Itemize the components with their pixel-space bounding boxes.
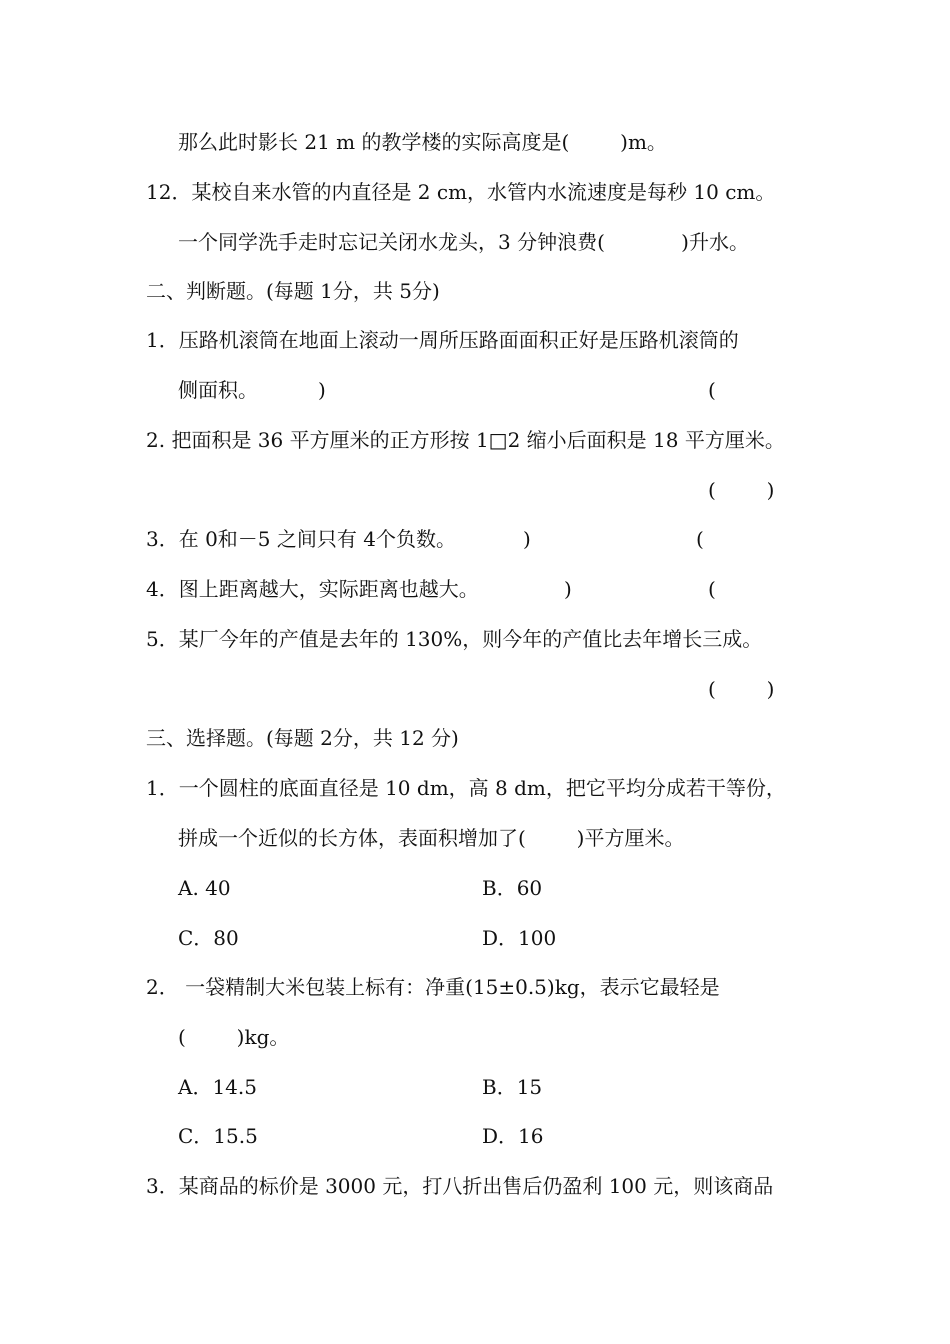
- choice-2-option-a: A．14.5: [178, 1075, 257, 1099]
- choice-1: 1．一个圆柱的底面直径是 10 dm，高 8 dm，把它平均分成若干等份，: [146, 776, 786, 800]
- judge-4: 4．图上距离越大，实际距离也越大。: [146, 577, 479, 601]
- choice-2: 2． 一袋精制大米包装上标有：净重(15±0.5)kg，表示它最轻是: [146, 975, 720, 999]
- section-3-title: 三、选择题。(每题 2分，共 12 分): [146, 726, 459, 750]
- choice-2-option-b: B．15: [482, 1075, 543, 1099]
- judge-3-left-paren: (: [696, 527, 704, 551]
- judge-5: 5．某厂今年的产值是去年的 130%，则今年的产值比去年增长三成。: [146, 627, 763, 651]
- choice-3: 3．某商品的标价是 3000 元，打八折出售后仍盈利 100 元，则该商品: [146, 1174, 774, 1198]
- judge-5-answer-paren: ( ): [708, 677, 775, 701]
- choice-2-continued: ( )kg。: [178, 1025, 290, 1049]
- judge-1-right-paren: ): [318, 378, 326, 402]
- choice-1-option-c: C．80: [178, 926, 239, 950]
- judge-3-right-paren: ): [523, 527, 531, 551]
- judge-2-answer-paren: ( ): [708, 478, 775, 502]
- section-2-title: 二、判断题。(每题 1分，共 5分): [146, 279, 440, 303]
- judge-1-continued: 侧面积。: [178, 378, 258, 402]
- judge-4-left-paren: (: [708, 577, 716, 601]
- choice-1-continued: 拼成一个近似的长方体，表面积增加了( )平方厘米。: [178, 826, 685, 850]
- choice-1-option-d: D．100: [482, 926, 557, 950]
- judge-1-left-paren: (: [708, 378, 716, 402]
- judge-4-right-paren: ): [564, 577, 572, 601]
- choice-1-option-a: A. 40: [178, 876, 231, 900]
- judge-2: 2. 把面积是 36 平方厘米的正方形按 1□2 缩小后面积是 18 平方厘米。: [146, 428, 785, 452]
- choice-2-option-c: C．15.5: [178, 1124, 258, 1148]
- question-11-continued: 那么此时影长 21 m 的教学楼的实际高度是( )m。: [178, 130, 667, 154]
- choice-2-option-d: D．16: [482, 1124, 544, 1148]
- question-12: 12．某校自来水管的内直径是 2 cm，水管内水流速度是每秒 10 cm。: [146, 180, 776, 204]
- question-12-continued: 一个同学洗手走时忘记关闭水龙头，3 分钟浪费( )升水。: [178, 230, 749, 254]
- judge-1: 1．压路机滚筒在地面上滚动一周所压路面面积正好是压路机滚筒的: [146, 328, 739, 352]
- judge-3: 3．在 0和－5 之间只有 4个负数。: [146, 527, 456, 551]
- choice-1-option-b: B．60: [482, 876, 543, 900]
